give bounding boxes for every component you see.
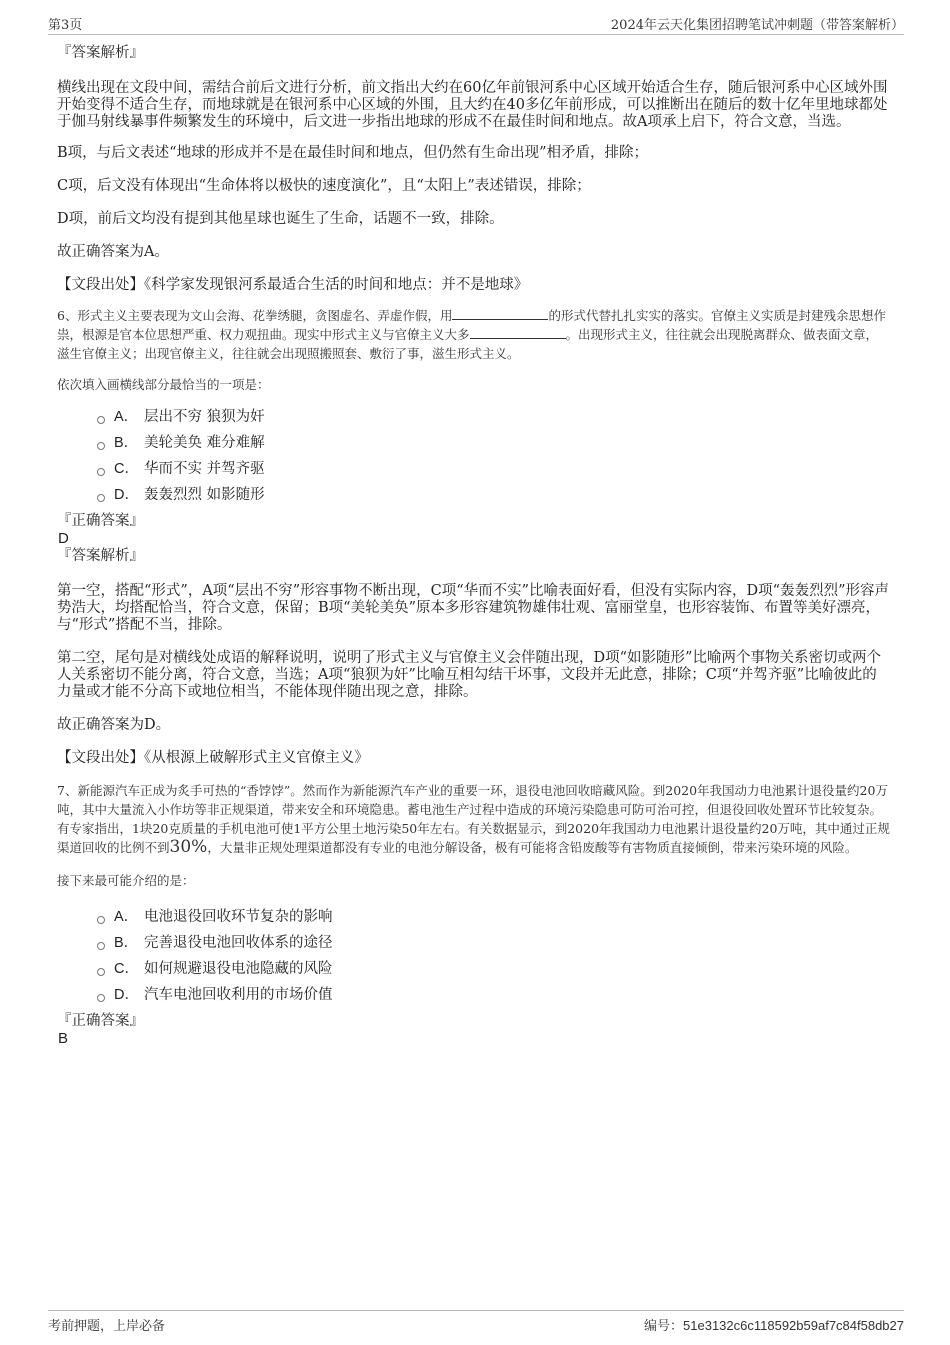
analysis-paragraph: 第二空，尾句是对横线处成语的解释说明，说明了形式主义与官僚主义会伴随出现，D项“如影随形”比喻两个事物关系密切或两个人关系密切不能分离，符合文意，当选；A项“狼狈为奸”比喻互相勾结干坏事，文段并无此意，排除；C项“并驾齐驱”比喻彼此的力量或才能不分高下或地位相当，不能体现伴随出现之意，排除。 [57, 650, 881, 700]
option-b[interactable]: B． 完善退役电池回收体系的途径 [97, 930, 890, 956]
question-stem: 7、新能源汽车正成为炙手可热的“香饽饽”。然而作为新能源汽车产业的重要一环，退役电池回收暗藏风险。到2020年我国动力电池累计退役量约20万吨，其中大量流入小作坊等非正规渠道，带来安全和环境隐患。蓄电池生产过程中造成的环境污染隐患可防可治可控，但退役回收处置环节比较复杂。有专家指出，1块20克质量的手机电池可使1平方公里土地污染50年左右。有关数据显示，到2020年我国动力电池累计退役量约20万吨，其中通过正规渠道回收的比例不到30%，大量非正规处理渠道都没有专业的电池分解设备，极有可能将含铅废酸等有害物质直接倾倒，带来污染环境的风险。 [57, 783, 890, 857]
question-prompt: 接下来最可能介绍的是： [57, 873, 195, 888]
option-list [97, 904, 890, 1008]
analysis-paragraph: B项，与后文表述“地球的形成并不是在最佳时间和地点，但仍然有生命出现”相矛盾，排除； [57, 145, 648, 161]
radio-button[interactable] [97, 942, 105, 950]
page-content [57, 44, 890, 1047]
option-b[interactable]: B． 美轮美奂 难分难解 [97, 430, 890, 456]
option-c[interactable]: C． 如何规避退役电池隐藏的风险 [97, 956, 890, 982]
document-title: 2024年云天化集团招聘笔试冲刺题（带答案解析） [610, 18, 904, 33]
radio-button[interactable] [97, 416, 105, 424]
footer-slogan: 考前押题，上岸必备 [48, 1319, 166, 1334]
question-stem: 6、形式主义主要表现为文山会海、花拳绣腿，贪图虚名、弄虚作假，用 的形式代替扎扎实实的落实。官僚主义实质是封建残余思想作祟，根源是官本位思想严重、权力观扭曲。现实中形式主义与官僚主义大多 。出现形式主义，往往就会出现脱离群众、做表面文章，滋生官僚主义；出现官僚主义，往往就会出现照搬照套、敷衍了事，滋生形式主义。 [57, 308, 886, 361]
fill-blank-1 [452, 307, 548, 320]
percent-value: 30% [169, 837, 208, 857]
option-a[interactable]: A． 层出不穷 狼狈为奸 [97, 404, 890, 430]
source-citation: 【文段出处】《科学家发现银河系最适合生活的时间和地点：并不是地球》 [57, 277, 529, 293]
analysis-paragraph: 第一空，搭配“形式”，A项“层出不穷”形容事物不断出现，C项“华而不实”比喻表面好看，但没有实际内容，D项“轰轰烈烈”形容声势浩大，均搭配恰当，符合文意，保留；B项“美轮美奂”原本多形容建筑物雄伟壮观、富丽堂皇，也形容装饰、布置等美好漂亮，与“形式”搭配不当，排除。 [57, 583, 889, 633]
analysis-paragraph: D项，前后文均没有提到其他星球也诞生了生命，话题不一致，排除。 [57, 211, 504, 227]
analysis-paragraph: 横线出现在文段中间，需结合前后文进行分析，前文指出大约在60亿年前银河系中心区域开始适合生存，随后银河系中心区域外围开始变得不适合生存，而地球就是在银河系中心区域的外围，且大约在40多亿年前形成，可以推断出在随后的数十亿年里地球都处于伽马射线暴事件频繁发生的环境中，后文进一步指出地球的形成不在最佳时间和地点。故A项承上启下，符合文意，当选。 [57, 80, 888, 130]
answer-conclusion: 故正确答案为D。 [57, 717, 171, 733]
page-footer [48, 1310, 904, 1333]
question-prompt: 依次填入画横线部分最恰当的一项是： [57, 377, 270, 392]
correct-answer-tag: 『正确答案』 [57, 513, 144, 529]
page-number: 第3页 [48, 18, 83, 33]
correct-answer: D [58, 530, 69, 547]
page-header [48, 14, 904, 35]
option-d[interactable]: D． 轰轰烈烈 如影随形 [97, 482, 890, 508]
radio-button[interactable] [97, 442, 105, 450]
radio-button[interactable] [97, 468, 105, 476]
fill-blank-2 [470, 326, 566, 339]
document-code: 编号：51e3132c6c118592b59af7c84f58db27 [644, 1318, 904, 1333]
radio-button[interactable] [97, 916, 105, 924]
option-a[interactable]: A． 电池退役回收环节复杂的影响 [97, 904, 890, 930]
correct-answer: B [58, 1030, 69, 1047]
option-list [97, 404, 890, 508]
analysis-tag: 『答案解析』 [57, 45, 144, 61]
correct-answer-tag: 『正确答案』 [57, 1013, 144, 1029]
radio-button[interactable] [97, 494, 105, 502]
analysis-tag: 『答案解析』 [57, 548, 144, 564]
source-citation: 【文段出处】《从根源上破解形式主义官僚主义》 [57, 750, 369, 766]
answer-conclusion: 故正确答案为A。 [57, 244, 169, 260]
radio-button[interactable] [97, 994, 105, 1002]
analysis-paragraph: C项，后文没有体现出“生命体将以极快的速度演化”，且“太阳上”表述错误，排除； [57, 178, 591, 194]
option-c[interactable]: C． 华而不实 并驾齐驱 [97, 456, 890, 482]
radio-button[interactable] [97, 968, 105, 976]
option-d[interactable]: D． 汽车电池回收利用的市场价值 [97, 982, 890, 1008]
